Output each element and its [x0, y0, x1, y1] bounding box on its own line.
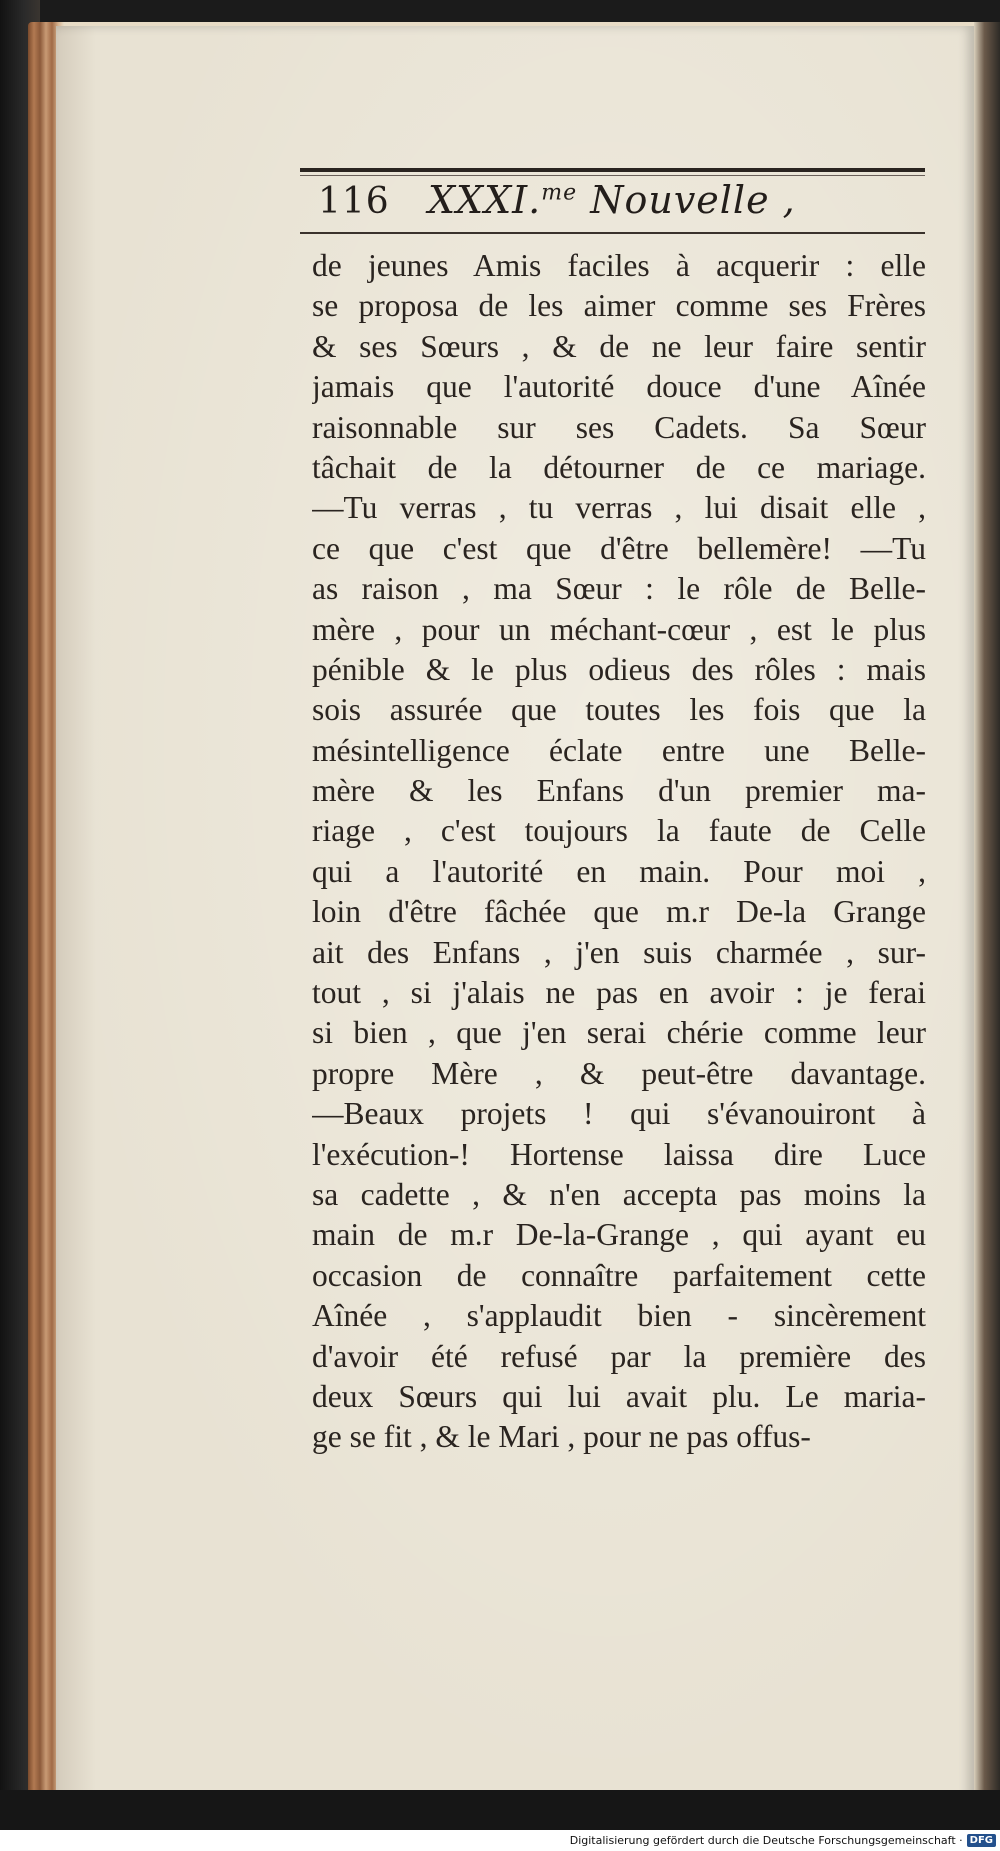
text-line: loin d'être fâchée que m.r De-la Grange [312, 894, 926, 930]
body-text [312, 246, 926, 1458]
text-line: —Beaux projets ! qui s'évanouiront à [312, 1096, 926, 1132]
right-page-edge [974, 22, 1000, 1812]
running-title-sup: me [541, 180, 578, 206]
text-line: propre Mère , & peut-être davantage. [312, 1055, 926, 1091]
text-line: qui a l'autorité en main. Pour moi , [312, 853, 926, 889]
text-line: main de m.r De-la-Grange , qui ayant eu [312, 1217, 926, 1253]
text-line: si bien , que j'en serai chérie comme leur [312, 1015, 926, 1051]
text-line: l'exécution-! Hortense laissa dire Luce [312, 1136, 926, 1172]
header-rule-thin [300, 175, 925, 176]
text-line: mère , pour un méchant-cœur , est le plus [312, 611, 926, 647]
funding-credit: Digitalisierung gefördert durch die Deutsche Forschungsgemeinschaft · [569, 1834, 963, 1847]
text-line: tâchait de la détourner de ce mariage. [312, 449, 926, 485]
text-line: d'avoir été refusé par la première des [312, 1338, 926, 1374]
text-line: sois assurée que toutes les fois que la [312, 692, 926, 728]
text-line: —Tu verras , tu verras , lui disait elle , [312, 490, 926, 526]
header-underline [300, 232, 925, 234]
text-line: tout , si j'alais ne pas en avoir : je ferai [312, 975, 926, 1011]
running-title [428, 178, 796, 222]
text-line: deux Sœurs qui lui avait plu. Le maria- [312, 1378, 926, 1414]
running-title-rest: Nouvelle , [577, 178, 796, 222]
running-head [318, 178, 928, 234]
scan-background-bottom [0, 1790, 1000, 1830]
running-title-main: XXXI. [428, 178, 542, 222]
digitization-footer [0, 1830, 1000, 1851]
text-line: as raison , ma Sœur : le rôle de Belle- [312, 571, 926, 607]
text-line: Aînée , s'applaudit bien - sincèrement [312, 1298, 926, 1334]
text-line: sa cadette , & n'en accepta pas moins la [312, 1176, 926, 1212]
text-line: raisonnable sur ses Cadets. Sa Sœur [312, 409, 926, 445]
page-number: 116 [318, 181, 390, 222]
text-line: mère & les Enfans d'un premier ma- [312, 773, 926, 809]
text-line: ce que c'est que d'être bellemère! —Tu [312, 530, 926, 566]
text-line: se proposa de les aimer comme ses Frères [312, 288, 926, 324]
text-line: & ses Sœurs , & de ne leur faire sentir [312, 328, 926, 364]
text-line: ge se fit , & le Mari , pour ne pas offus- [312, 1419, 811, 1455]
header-rule-thick [300, 168, 925, 172]
text-line: occasion de connaître parfaitement cette [312, 1257, 926, 1293]
text-line: jamais que l'autorité douce d'une Aînée [312, 369, 926, 405]
dfg-logo: DFG [967, 1834, 996, 1847]
text-line: de jeunes Amis faciles à acquerir : elle [312, 248, 926, 283]
text-line: riage , c'est toujours la faute de Celle [312, 813, 926, 849]
text-line: pénible & le plus odieus des rôles : mais [312, 651, 926, 687]
text-line: mésintelligence éclate entre une Belle- [312, 732, 926, 768]
text-line: ait des Enfans , j'en suis charmée , sur- [312, 934, 926, 970]
